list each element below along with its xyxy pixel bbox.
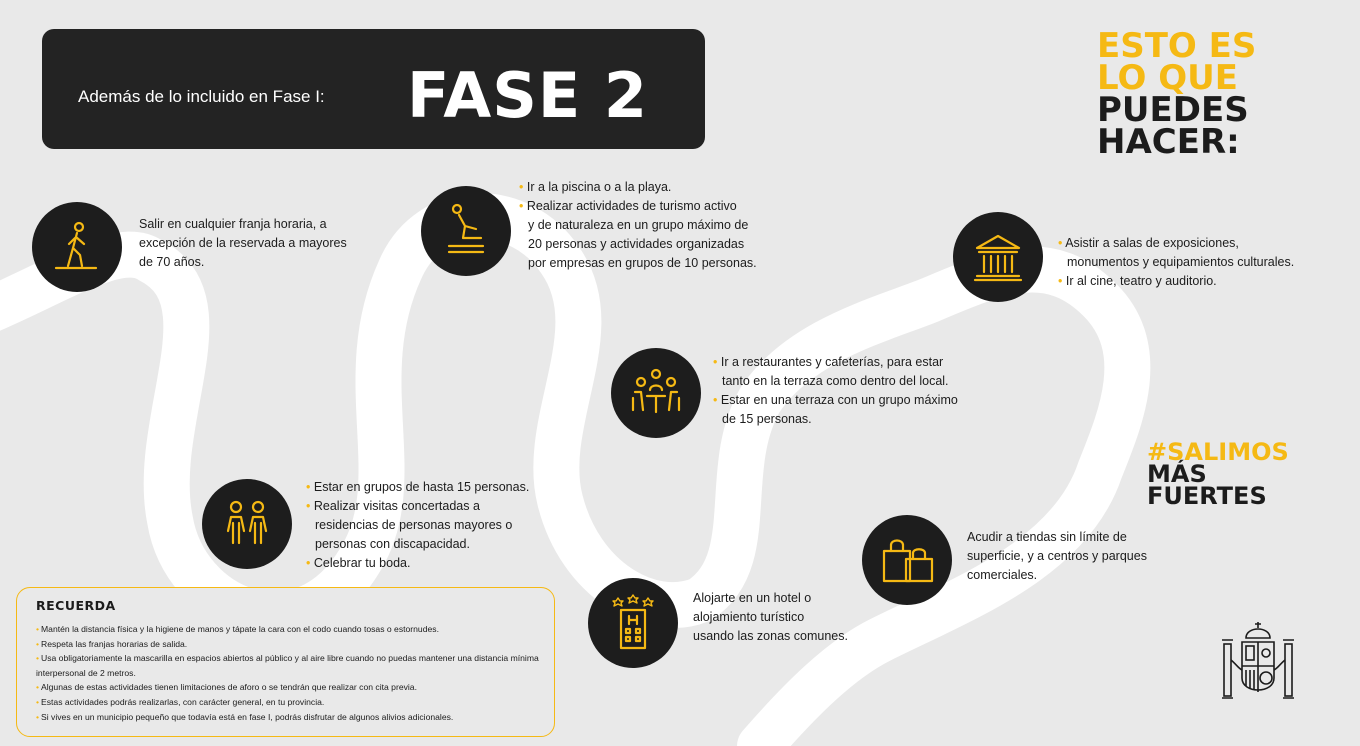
museum-building-icon — [953, 212, 1043, 302]
tagline-line: LO QUE — [1097, 58, 1238, 98]
header-title: FASE 2 — [407, 59, 648, 132]
item-line: Ir a restaurantes y cafeterías, para estar — [720, 355, 944, 369]
item-pool-text — [519, 178, 757, 273]
tagline-line: HACER: — [1097, 122, 1240, 162]
item-line: 20 personas y actividades organizadas — [528, 237, 745, 251]
item-line: de 15 personas. — [722, 412, 812, 426]
bullet-icon: • — [36, 682, 40, 693]
bullet-icon: • — [306, 556, 311, 570]
hashtag — [1147, 438, 1289, 510]
item-line: Salir en cualquier franja horaria, a — [139, 217, 327, 231]
bullet-icon: • — [36, 711, 40, 722]
item-restaurants-text — [713, 353, 958, 429]
item-line: Ir a la piscina o a la playa. — [526, 180, 672, 194]
bullet-icon: • — [306, 480, 311, 494]
item-line: excepción de la reservada a mayores — [139, 236, 347, 250]
hashtag-line: MÁS — [1147, 460, 1207, 488]
reminder-list — [36, 622, 551, 724]
bullet-icon: • — [519, 199, 524, 213]
phase-header — [42, 29, 705, 149]
item-line: residencias de personas mayores o — [315, 518, 513, 532]
item-line: Realizar visitas concertadas a — [313, 499, 480, 513]
list-item: • Si vives en un municipio pequeño que todavía está en fase I, podrás disfrutar de algunos alivios adicionales. — [36, 711, 454, 722]
item-line: y de naturaleza en un grupo máximo de — [528, 218, 749, 232]
item-line: Estar en grupos de hasta 15 personas. — [313, 480, 530, 494]
bullet-icon: • — [36, 696, 40, 707]
item-walking-text — [139, 215, 347, 272]
tagline-line: PUEDES — [1097, 90, 1249, 130]
bullet-icon: • — [1058, 274, 1063, 288]
bullet-icon: • — [36, 638, 40, 649]
reminder-title: RECUERDA — [36, 598, 116, 613]
item-line: Estar en una terraza con un grupo máximo — [720, 393, 958, 407]
diving-swimmer-icon — [421, 186, 511, 276]
item-line: Ir al cine, teatro y auditorio. — [1065, 274, 1217, 288]
reminder-box — [16, 587, 555, 737]
bullet-icon: • — [519, 180, 524, 194]
item-line: usando las zonas comunes. — [693, 629, 848, 643]
item-line: alojamiento turístico — [693, 610, 805, 624]
hashtag-line: FUERTES — [1147, 482, 1267, 510]
item-culture-text — [1058, 234, 1294, 291]
header-subtitle: Además de lo incluido en Fase I: — [78, 87, 325, 106]
bullet-icon: • — [36, 624, 40, 634]
people-at-table-icon — [611, 348, 701, 438]
item-line: personas con discapacidad. — [315, 537, 470, 551]
list-item: • Estas actividades podrás realizarlas, con carácter general, en tu provincia. — [36, 696, 325, 707]
item-groups-text — [306, 478, 529, 573]
two-people-icon — [202, 479, 292, 569]
item-line: tanto en la terraza como dentro del local. — [722, 374, 949, 388]
bullet-icon: • — [713, 355, 718, 369]
bullet-icon: • — [306, 499, 311, 513]
bullet-icon: • — [713, 393, 718, 407]
tagline — [1097, 26, 1337, 162]
item-shops-text — [967, 528, 1147, 585]
list-item: • Algunas de estas actividades tienen limitaciones de aforo o se tendrán que realizar con cita previa. — [36, 682, 417, 693]
hashtag-line: #SALIMOS — [1147, 438, 1289, 466]
item-line: de 70 años. — [139, 255, 205, 269]
bullet-icon: • — [1058, 236, 1063, 250]
item-line: monumentos y equipamientos culturales. — [1067, 255, 1295, 269]
item-line: comerciales. — [967, 568, 1038, 582]
item-line: Alojarte en un hotel o — [693, 591, 812, 605]
list-item: • Respeta las franjas horarias de salida. — [36, 638, 188, 649]
walking-person-icon — [32, 202, 122, 292]
bullet-icon: • — [36, 653, 40, 664]
shopping-bags-icon — [862, 515, 952, 605]
item-line: Celebrar tu boda. — [313, 556, 411, 570]
item-line: por empresas en grupos de 10 personas. — [528, 256, 757, 270]
item-line: Asistir a salas de exposiciones, — [1065, 236, 1239, 250]
list-item: • Mantén la distancia física y la higiene de manos y tápate la cara con el codo cuando tosas o estornudes. — [36, 624, 439, 634]
item-line: Realizar actividades de turismo activo — [526, 199, 737, 213]
tagline-line: ESTO ES — [1097, 26, 1257, 66]
item-line: superficie, y a centros y parques — [967, 549, 1147, 563]
hotel-building-icon — [588, 578, 678, 668]
item-hotel-text — [693, 589, 848, 646]
coat-of-arms-icon — [1216, 620, 1300, 710]
item-line: Acudir a tiendas sin límite de — [967, 530, 1127, 544]
list-item: • Usa obligatoriamente la mascarilla en espacios abiertos al público y al aire libre cuando no puedas mantener una distancia mínima interpersonal de 2 metros. — [36, 653, 539, 678]
